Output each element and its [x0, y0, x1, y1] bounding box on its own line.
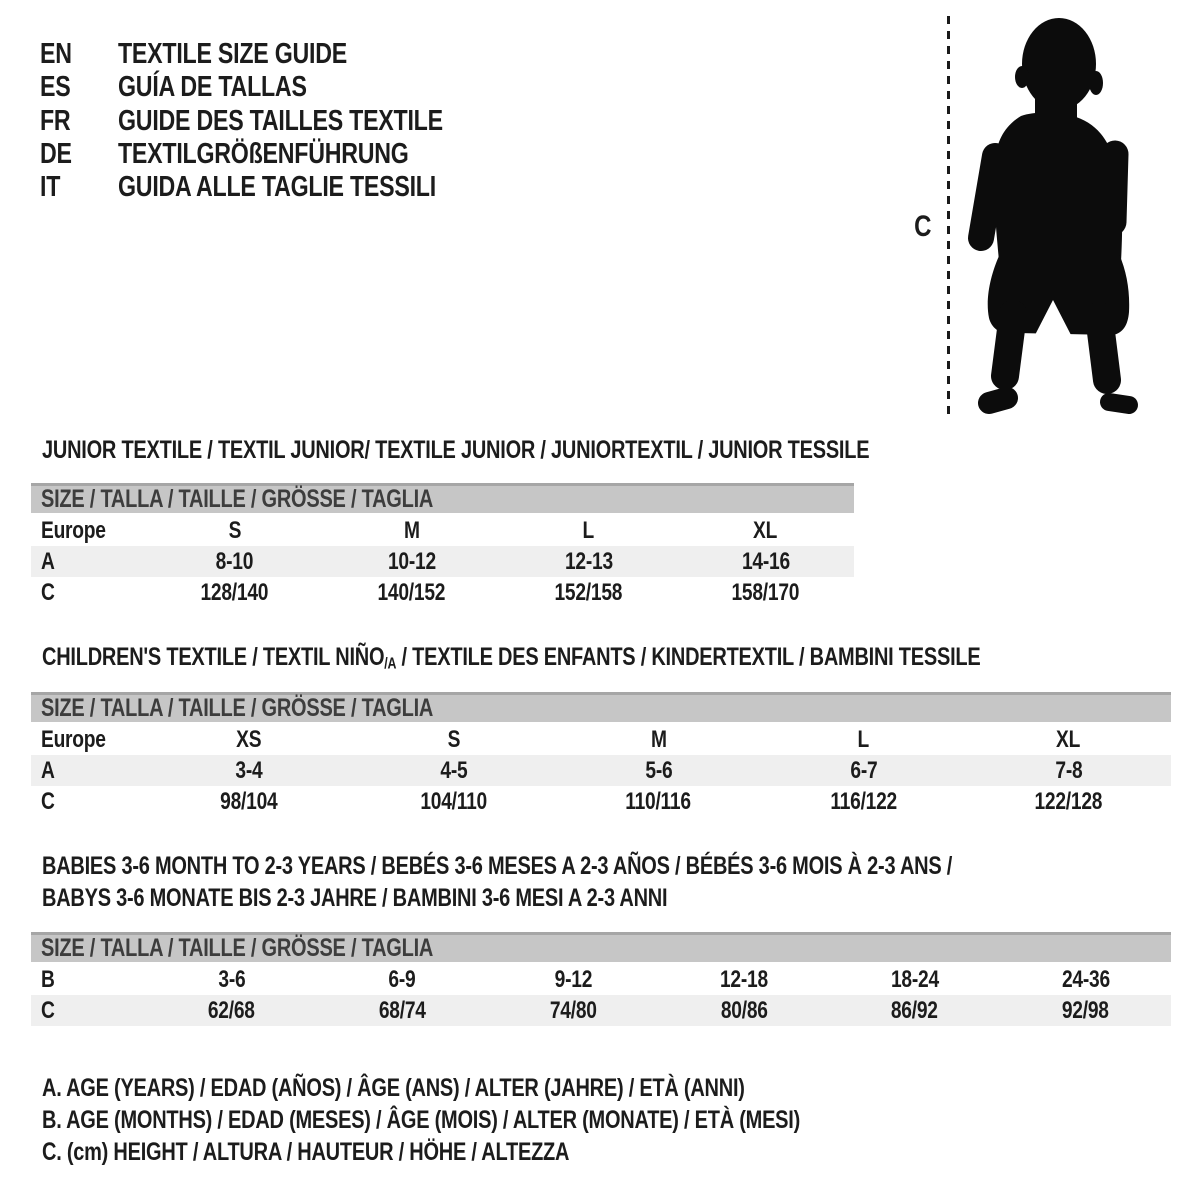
- size-header-text: SIZE / TALLA / TAILLE / GRÖSSE / TAGLIA: [41, 485, 434, 513]
- size-cell: XS: [235, 725, 262, 753]
- table-row-age: [31, 546, 854, 577]
- language-title: TEXTILE SIZE GUIDE: [118, 38, 347, 71]
- legend-line-c: [42, 1138, 701, 1167]
- age-cell: 7-8: [1054, 756, 1083, 784]
- size-cell: XL: [753, 516, 778, 544]
- size-header-bar: [31, 932, 1171, 962]
- size-header-text: SIZE / TALLA / TAILLE / GRÖSSE / TAGLIA: [41, 934, 434, 962]
- row-label: Europe: [41, 516, 106, 544]
- age-cell: 14-16: [741, 547, 790, 575]
- table-row-age: [31, 755, 1171, 786]
- size-cell: L: [857, 725, 870, 753]
- language-title: GUÍA DE TALLAS: [118, 71, 307, 104]
- language-row: [40, 138, 524, 171]
- height-cell: 140/152: [377, 578, 446, 606]
- months-cell: 24-36: [1061, 965, 1110, 993]
- age-cell: 8-10: [215, 547, 254, 575]
- legend-line-b: [42, 1106, 990, 1135]
- height-dashed-line: [947, 16, 950, 418]
- language-row: [40, 171, 524, 204]
- age-cell: 4-5: [439, 756, 468, 784]
- age-cell: 5-6: [644, 756, 673, 784]
- months-cell: 6-9: [388, 965, 416, 993]
- months-cell: 12-18: [719, 965, 768, 993]
- size-cell: XL: [1056, 725, 1081, 753]
- children-heading-sub: /A: [384, 655, 397, 673]
- months-cell: 9-12: [554, 965, 592, 993]
- babies-size-table: [31, 932, 1171, 1026]
- table-row-height: [31, 786, 1171, 817]
- language-title: TEXTILGRÖßENFÜHRUNG: [118, 138, 409, 171]
- height-cell: 86/92: [891, 996, 939, 1024]
- children-section-heading: [42, 643, 1200, 673]
- row-label: B: [41, 965, 55, 993]
- language-code: ES: [40, 71, 71, 104]
- row-label: C: [41, 787, 55, 815]
- height-cell: 62/68: [207, 996, 255, 1024]
- size-header-bar: [31, 692, 1171, 722]
- size-cell: S: [228, 516, 241, 544]
- table-row-height: [31, 577, 854, 608]
- size-header-bar: [31, 483, 854, 513]
- children-heading-post: / TEXTILE DES ENFANTS / KINDERTEXTIL / BAMBINI TESSILE: [396, 643, 981, 671]
- height-cell: 128/140: [200, 578, 269, 606]
- language-row: [40, 105, 524, 138]
- language-title: GUIDE DES TAILLES TEXTILE: [118, 104, 443, 137]
- height-cell: 122/128: [1034, 787, 1103, 815]
- legend-text-c: C. (cm) HEIGHT / ALTURA / HAUTEUR / HÖHE / ALTEZZA: [42, 1138, 570, 1166]
- size-header-text: SIZE / TALLA / TAILLE / GRÖSSE / TAGLIA: [41, 694, 434, 722]
- junior-heading-text: JUNIOR TEXTILE / TEXTIL JUNIOR/ TEXTILE JUNIOR / JUNIORTEXTIL / JUNIOR TESSILE: [42, 436, 870, 464]
- babies-section-heading-line2: [42, 884, 824, 913]
- table-row-europe: [31, 724, 1171, 755]
- row-label: C: [41, 578, 55, 606]
- size-cell: S: [447, 725, 460, 753]
- language-list: [40, 38, 524, 204]
- language-title: GUIDA ALLE TAGLIE TESSILI: [118, 171, 436, 204]
- height-cell: 158/170: [731, 578, 800, 606]
- height-cell: 98/104: [219, 787, 278, 815]
- age-cell: 6-7: [849, 756, 878, 784]
- children-size-table: [31, 692, 1171, 817]
- row-label: A: [41, 756, 55, 784]
- age-cell: 3-4: [234, 756, 263, 784]
- height-cell: 104/110: [420, 787, 487, 815]
- height-cell: 80/86: [720, 996, 768, 1024]
- row-label: C: [41, 996, 55, 1024]
- months-cell: 3-6: [217, 965, 245, 993]
- legend-line-a: [42, 1074, 920, 1103]
- babies-section-heading-line1: [42, 852, 1180, 881]
- height-cell: 92/98: [1062, 996, 1109, 1024]
- age-cell: 12-13: [564, 547, 613, 575]
- language-code: EN: [40, 38, 72, 71]
- row-label: Europe: [41, 725, 106, 753]
- height-cell: 68/74: [378, 996, 426, 1024]
- language-row: [40, 71, 524, 104]
- language-code: IT: [40, 171, 61, 204]
- age-cell: 10-12: [387, 547, 436, 575]
- language-code: FR: [40, 104, 71, 137]
- size-cell: M: [403, 516, 420, 544]
- size-cell: M: [650, 725, 667, 753]
- table-row-europe: [31, 515, 854, 546]
- height-cell: 116/122: [830, 787, 897, 815]
- children-heading-pre: CHILDREN'S TEXTILE / TEXTIL NIÑO: [42, 643, 385, 671]
- height-cell: 74/80: [549, 996, 597, 1024]
- size-cell: L: [582, 516, 595, 544]
- table-row-months: [31, 964, 1171, 995]
- table-row-height: [31, 995, 1171, 1026]
- legend-text-b: B. AGE (MONTHS) / EDAD (MESES) / ÂGE (MOIS) / ALTER (MONATE) / ETÀ (MESI): [42, 1106, 801, 1134]
- height-label-c: C: [914, 210, 932, 243]
- height-cell: 152/158: [554, 578, 623, 606]
- babies-heading-text-line1: BABIES 3-6 MONTH TO 2-3 YEARS / BEBÉS 3-6 MESES A 2-3 AÑOS / BÉBÉS 3-6 MOIS À 2-3 ANS /: [42, 852, 953, 880]
- junior-size-table: [31, 483, 854, 608]
- height-cell: 110/116: [625, 787, 692, 815]
- children-heading-text: [42, 643, 980, 673]
- babies-heading-text-line2: BABYS 3-6 MONATE BIS 2-3 JAHRE / BAMBINI 3-6 MESI A 2-3 ANNI: [42, 884, 668, 912]
- junior-section-heading: [42, 436, 1076, 465]
- row-label: A: [41, 547, 55, 575]
- language-row: [40, 38, 524, 71]
- language-code: DE: [40, 138, 72, 171]
- months-cell: 18-24: [890, 965, 939, 993]
- legend-text-a: A. AGE (YEARS) / EDAD (AÑOS) / ÂGE (ANS) / ALTER (JAHRE) / ETÀ (ANNI): [42, 1074, 745, 1102]
- baby-silhouette: [963, 16, 1143, 418]
